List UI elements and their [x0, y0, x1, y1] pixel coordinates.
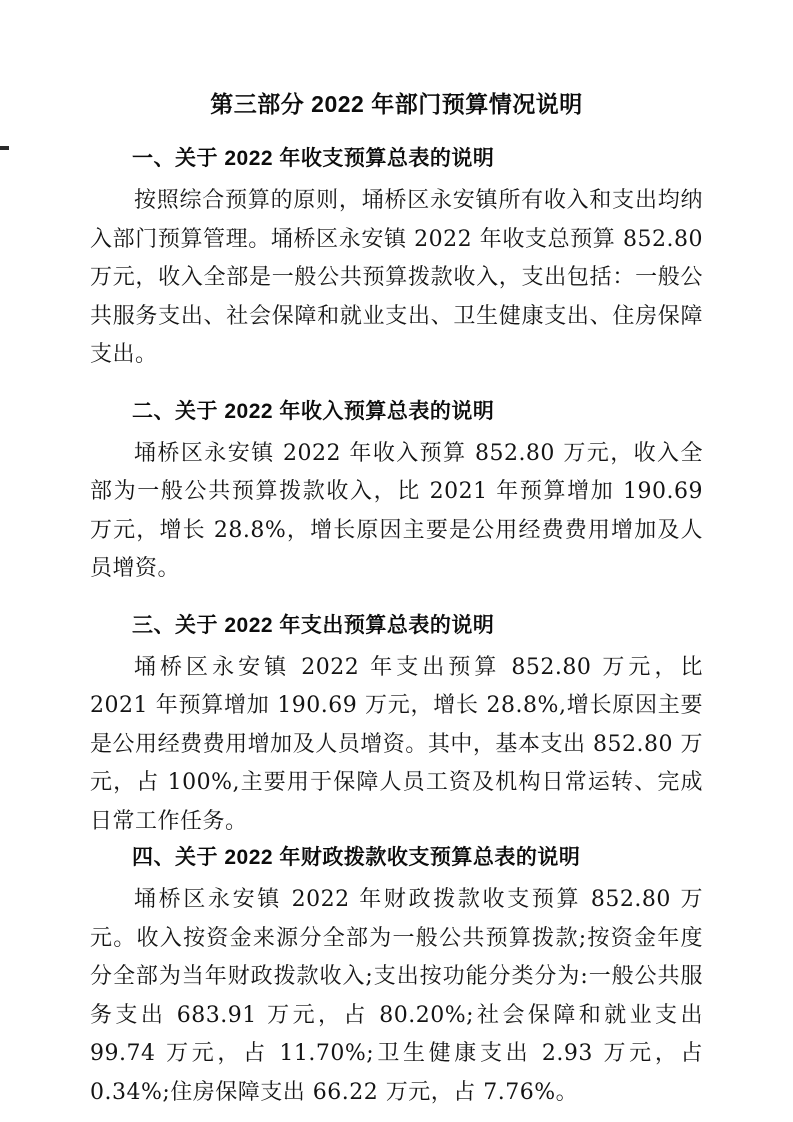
- section-heading-1: 一、关于 2022 年收支预算总表的说明: [132, 147, 495, 170]
- section-paragraph-2: 埇桥区永安镇 2022 年收入预算 852.80 万元，收入全部为一般公共预算拨款收入，比 2021 年预算增加 190.69 万元，增长 28.8%，增长原因主要是公用经费费用增加及人员增资。: [90, 440, 703, 581]
- section-heading-2: 二、关于 2022 年收入预算总表的说明: [132, 399, 495, 423]
- section-heading-3: 三、关于 2022 年支出预算总表的说明: [132, 613, 495, 637]
- document-title: 第三部分 2022 年部门预算情况说明: [210, 91, 583, 117]
- section-heading-4: 四、关于 2022 年财政拨款收支预算总表的说明: [132, 846, 581, 869]
- section-paragraph-4: 埇桥区永安镇 2022 年财政拨款收支预算 852.80 万元。收入按资金来源分全部为一般公共预算拨款;按资金年度分全部为当年财政拨款收入;支出按功能分类分为:一般公共服务支出 683.91 万元，占 80.20%;社会保障和就业支出 99.74 万元，占 11.70%;卫生健康支出 2.93 万元，占 0.34%;住房保障支出 66.22 万元，占 7.76%。: [90, 887, 703, 1105]
- section-paragraph-1: 按照综合预算的原则，埇桥区永安镇所有收入和支出均纳入部门预算管理。埇桥区永安镇 2022 年收支总预算 852.80 万元，收入全部是一般公共预算拨款收入，支出包括：一般公共服务支出、社会保障和就业支出、卫生健康支出、住房保障支出。: [90, 188, 703, 367]
- section-income-expenditure-overview: [90, 144, 703, 375]
- section-fiscal-appropriation: [90, 843, 703, 1112]
- document-content: [90, 88, 703, 1112]
- left-margin-scan-artifact: [0, 146, 9, 150]
- section-expenditure-budget: [90, 611, 703, 842]
- section-income-budget: [90, 397, 703, 589]
- section-paragraph-3: 埇桥区永安镇 2022 年支出预算 852.80 万元，比 2021 年预算增加 190.69 万元，增长 28.8%,增长原因主要是公用经费费用增加及人员增资。其中，基本支出 852.80 万元，占 100%,主要用于保障人员工资及机构日常运转、完成日常工作任务。: [90, 654, 703, 834]
